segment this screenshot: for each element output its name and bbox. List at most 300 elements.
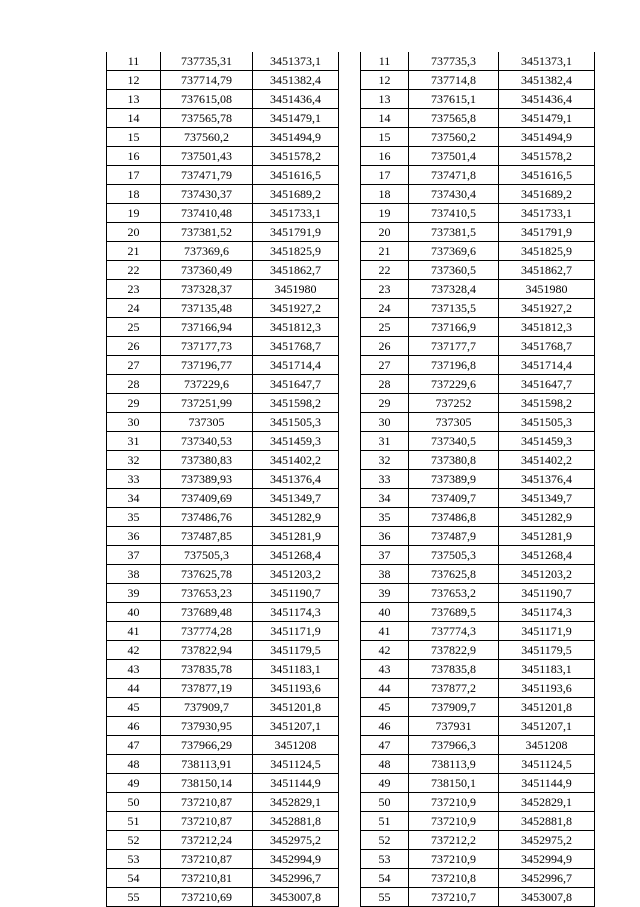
right-x-coordinate-cell: 737430,4 [409, 185, 499, 204]
right-point-number-cell: 25 [361, 318, 409, 337]
left-y-coordinate-cell: 3451203,2 [253, 565, 339, 584]
right-point-number-cell: 44 [361, 679, 409, 698]
left-x-coordinate-cell: 737930,95 [161, 717, 253, 736]
table-row [107, 546, 595, 565]
table-row [107, 109, 595, 128]
column-gap [339, 831, 361, 850]
left-x-coordinate-cell: 737877,19 [161, 679, 253, 698]
column-gap [339, 660, 361, 679]
right-point-number-cell: 51 [361, 812, 409, 831]
right-point-number-cell: 14 [361, 109, 409, 128]
right-x-coordinate-cell: 737210,9 [409, 850, 499, 869]
right-point-number-cell: 16 [361, 147, 409, 166]
table-row [107, 850, 595, 869]
right-point-number-cell: 18 [361, 185, 409, 204]
left-y-coordinate-cell: 3451768,7 [253, 337, 339, 356]
left-y-coordinate-cell: 3451927,2 [253, 299, 339, 318]
right-y-coordinate-cell: 3451791,9 [499, 223, 595, 242]
right-point-number-cell: 32 [361, 451, 409, 470]
right-x-coordinate-cell: 737212,2 [409, 831, 499, 850]
right-x-coordinate-cell: 737369,6 [409, 242, 499, 261]
left-point-number-cell: 35 [107, 508, 161, 527]
column-gap [339, 318, 361, 337]
column-gap [339, 584, 361, 603]
right-y-coordinate-cell: 3451208 [499, 736, 595, 755]
column-gap [339, 261, 361, 280]
right-x-coordinate-cell: 737229,6 [409, 375, 499, 394]
right-y-coordinate-cell: 3451171,9 [499, 622, 595, 641]
table-row [107, 375, 595, 394]
right-y-coordinate-cell: 3451647,7 [499, 375, 595, 394]
table-row [107, 299, 595, 318]
left-x-coordinate-cell: 737625,78 [161, 565, 253, 584]
coordinates-table [106, 52, 595, 907]
table-row [107, 831, 595, 850]
right-point-number-cell: 28 [361, 375, 409, 394]
right-point-number-cell: 11 [361, 52, 409, 71]
right-y-coordinate-cell: 3451733,1 [499, 204, 595, 223]
table-row [107, 242, 595, 261]
left-y-coordinate-cell: 3451208 [253, 736, 339, 755]
column-gap [339, 470, 361, 489]
column-gap [339, 641, 361, 660]
right-y-coordinate-cell: 3451689,2 [499, 185, 595, 204]
left-y-coordinate-cell: 3451598,2 [253, 394, 339, 413]
right-x-coordinate-cell: 737210,9 [409, 793, 499, 812]
left-x-coordinate-cell: 737471,79 [161, 166, 253, 185]
right-x-coordinate-cell: 737381,5 [409, 223, 499, 242]
right-point-number-cell: 47 [361, 736, 409, 755]
right-x-coordinate-cell: 737487,9 [409, 527, 499, 546]
column-gap [339, 736, 361, 755]
right-x-coordinate-cell: 737252 [409, 394, 499, 413]
table-row [107, 280, 595, 299]
right-point-number-cell: 38 [361, 565, 409, 584]
left-point-number-cell: 14 [107, 109, 161, 128]
table-row [107, 755, 595, 774]
right-x-coordinate-cell: 737505,3 [409, 546, 499, 565]
left-x-coordinate-cell: 737689,48 [161, 603, 253, 622]
right-x-coordinate-cell: 737714,8 [409, 71, 499, 90]
right-point-number-cell: 26 [361, 337, 409, 356]
right-y-coordinate-cell: 3451193,6 [499, 679, 595, 698]
left-point-number-cell: 23 [107, 280, 161, 299]
table-row [107, 584, 595, 603]
right-y-coordinate-cell: 3451825,9 [499, 242, 595, 261]
column-gap [339, 337, 361, 356]
column-gap [339, 356, 361, 375]
right-y-coordinate-cell: 3451144,9 [499, 774, 595, 793]
table-row [107, 356, 595, 375]
left-x-coordinate-cell: 737328,37 [161, 280, 253, 299]
column-gap [339, 755, 361, 774]
left-y-coordinate-cell: 3452994,9 [253, 850, 339, 869]
left-y-coordinate-cell: 3451349,7 [253, 489, 339, 508]
right-point-number-cell: 33 [361, 470, 409, 489]
left-y-coordinate-cell: 3451494,9 [253, 128, 339, 147]
left-point-number-cell: 31 [107, 432, 161, 451]
table-row [107, 147, 595, 166]
left-y-coordinate-cell: 3451207,1 [253, 717, 339, 736]
column-gap [339, 489, 361, 508]
right-x-coordinate-cell: 737909,7 [409, 698, 499, 717]
right-point-number-cell: 39 [361, 584, 409, 603]
left-y-coordinate-cell: 3452996,7 [253, 869, 339, 888]
right-point-number-cell: 29 [361, 394, 409, 413]
right-x-coordinate-cell: 738150,1 [409, 774, 499, 793]
column-gap [339, 166, 361, 185]
table-row [107, 432, 595, 451]
column-gap [339, 299, 361, 318]
left-x-coordinate-cell: 737653,23 [161, 584, 253, 603]
right-y-coordinate-cell: 3453007,8 [499, 888, 595, 907]
table-row [107, 185, 595, 204]
left-x-coordinate-cell: 737210,69 [161, 888, 253, 907]
left-y-coordinate-cell: 3451174,3 [253, 603, 339, 622]
right-point-number-cell: 41 [361, 622, 409, 641]
right-x-coordinate-cell: 737501,4 [409, 147, 499, 166]
right-x-coordinate-cell: 737877,2 [409, 679, 499, 698]
table-row [107, 71, 595, 90]
table-row [107, 413, 595, 432]
table-row [107, 261, 595, 280]
left-point-number-cell: 37 [107, 546, 161, 565]
right-y-coordinate-cell: 3451183,1 [499, 660, 595, 679]
right-point-number-cell: 48 [361, 755, 409, 774]
right-y-coordinate-cell: 3451927,2 [499, 299, 595, 318]
left-x-coordinate-cell: 737210,81 [161, 869, 253, 888]
table-row [107, 318, 595, 337]
right-point-number-cell: 37 [361, 546, 409, 565]
left-point-number-cell: 38 [107, 565, 161, 584]
right-point-number-cell: 13 [361, 90, 409, 109]
left-y-coordinate-cell: 3453007,8 [253, 888, 339, 907]
left-point-number-cell: 27 [107, 356, 161, 375]
right-x-coordinate-cell: 737177,7 [409, 337, 499, 356]
left-point-number-cell: 36 [107, 527, 161, 546]
left-y-coordinate-cell: 3451479,1 [253, 109, 339, 128]
right-point-number-cell: 42 [361, 641, 409, 660]
table-row [107, 52, 595, 71]
right-x-coordinate-cell: 737360,5 [409, 261, 499, 280]
left-point-number-cell: 39 [107, 584, 161, 603]
table-row [107, 641, 595, 660]
table-row [107, 774, 595, 793]
left-point-number-cell: 55 [107, 888, 161, 907]
right-point-number-cell: 49 [361, 774, 409, 793]
right-y-coordinate-cell: 3451980 [499, 280, 595, 299]
left-x-coordinate-cell: 737166,94 [161, 318, 253, 337]
right-y-coordinate-cell: 3451203,2 [499, 565, 595, 584]
right-point-number-cell: 20 [361, 223, 409, 242]
left-x-coordinate-cell: 737251,99 [161, 394, 253, 413]
left-x-coordinate-cell: 738150,14 [161, 774, 253, 793]
right-x-coordinate-cell: 737410,5 [409, 204, 499, 223]
left-y-coordinate-cell: 3451505,3 [253, 413, 339, 432]
left-y-coordinate-cell: 3451647,7 [253, 375, 339, 394]
left-point-number-cell: 16 [107, 147, 161, 166]
right-y-coordinate-cell: 3451382,4 [499, 71, 595, 90]
left-point-number-cell: 15 [107, 128, 161, 147]
right-x-coordinate-cell: 737822,9 [409, 641, 499, 660]
column-gap [339, 242, 361, 261]
table-row [107, 565, 595, 584]
table-row [107, 204, 595, 223]
left-y-coordinate-cell: 3451144,9 [253, 774, 339, 793]
left-x-coordinate-cell: 737966,29 [161, 736, 253, 755]
left-y-coordinate-cell: 3451812,3 [253, 318, 339, 337]
left-point-number-cell: 22 [107, 261, 161, 280]
left-y-coordinate-cell: 3451373,1 [253, 52, 339, 71]
column-gap [339, 147, 361, 166]
left-y-coordinate-cell: 3451689,2 [253, 185, 339, 204]
table-row [107, 527, 595, 546]
column-gap [339, 527, 361, 546]
left-y-coordinate-cell: 3451402,2 [253, 451, 339, 470]
left-y-coordinate-cell: 3451124,5 [253, 755, 339, 774]
table-row [107, 717, 595, 736]
column-gap [339, 185, 361, 204]
left-x-coordinate-cell: 737560,2 [161, 128, 253, 147]
left-x-coordinate-cell: 737340,53 [161, 432, 253, 451]
right-y-coordinate-cell: 3451207,1 [499, 717, 595, 736]
left-y-coordinate-cell: 3451171,9 [253, 622, 339, 641]
left-y-coordinate-cell: 3451179,5 [253, 641, 339, 660]
left-y-coordinate-cell: 3452881,8 [253, 812, 339, 831]
left-point-number-cell: 17 [107, 166, 161, 185]
right-point-number-cell: 52 [361, 831, 409, 850]
right-point-number-cell: 24 [361, 299, 409, 318]
column-gap [339, 90, 361, 109]
left-point-number-cell: 51 [107, 812, 161, 831]
right-point-number-cell: 36 [361, 527, 409, 546]
right-x-coordinate-cell: 737689,5 [409, 603, 499, 622]
right-y-coordinate-cell: 3451479,1 [499, 109, 595, 128]
right-x-coordinate-cell: 737305 [409, 413, 499, 432]
table-row [107, 812, 595, 831]
left-y-coordinate-cell: 3451190,7 [253, 584, 339, 603]
right-y-coordinate-cell: 3451459,3 [499, 432, 595, 451]
right-y-coordinate-cell: 3451201,8 [499, 698, 595, 717]
left-point-number-cell: 52 [107, 831, 161, 850]
right-point-number-cell: 40 [361, 603, 409, 622]
right-y-coordinate-cell: 3451616,5 [499, 166, 595, 185]
left-point-number-cell: 33 [107, 470, 161, 489]
right-x-coordinate-cell: 737380,8 [409, 451, 499, 470]
left-point-number-cell: 54 [107, 869, 161, 888]
left-point-number-cell: 19 [107, 204, 161, 223]
table-row [107, 166, 595, 185]
left-y-coordinate-cell: 3451714,4 [253, 356, 339, 375]
left-point-number-cell: 25 [107, 318, 161, 337]
left-x-coordinate-cell: 737210,87 [161, 812, 253, 831]
right-y-coordinate-cell: 3451268,4 [499, 546, 595, 565]
column-gap [339, 432, 361, 451]
table-row [107, 128, 595, 147]
left-y-coordinate-cell: 3451616,5 [253, 166, 339, 185]
right-y-coordinate-cell: 3451578,2 [499, 147, 595, 166]
left-x-coordinate-cell: 737177,73 [161, 337, 253, 356]
left-point-number-cell: 49 [107, 774, 161, 793]
right-x-coordinate-cell: 737166,9 [409, 318, 499, 337]
left-y-coordinate-cell: 3451436,4 [253, 90, 339, 109]
table-row [107, 736, 595, 755]
table-row [107, 337, 595, 356]
left-x-coordinate-cell: 738113,91 [161, 755, 253, 774]
right-point-number-cell: 34 [361, 489, 409, 508]
right-point-number-cell: 22 [361, 261, 409, 280]
table-row [107, 698, 595, 717]
left-y-coordinate-cell: 3452975,2 [253, 831, 339, 850]
left-x-coordinate-cell: 737305 [161, 413, 253, 432]
right-y-coordinate-cell: 3451373,1 [499, 52, 595, 71]
right-x-coordinate-cell: 737966,3 [409, 736, 499, 755]
column-gap [339, 451, 361, 470]
left-y-coordinate-cell: 3451825,9 [253, 242, 339, 261]
right-point-number-cell: 46 [361, 717, 409, 736]
column-gap [339, 812, 361, 831]
table-row [107, 223, 595, 242]
left-point-number-cell: 21 [107, 242, 161, 261]
right-x-coordinate-cell: 737389,9 [409, 470, 499, 489]
left-point-number-cell: 43 [107, 660, 161, 679]
right-y-coordinate-cell: 3451281,9 [499, 527, 595, 546]
column-gap [339, 869, 361, 888]
right-x-coordinate-cell: 737486,8 [409, 508, 499, 527]
right-point-number-cell: 21 [361, 242, 409, 261]
column-gap [339, 375, 361, 394]
column-gap [339, 717, 361, 736]
right-x-coordinate-cell: 737735,3 [409, 52, 499, 71]
left-x-coordinate-cell: 737210,87 [161, 793, 253, 812]
left-y-coordinate-cell: 3451193,6 [253, 679, 339, 698]
left-x-coordinate-cell: 737380,83 [161, 451, 253, 470]
left-x-coordinate-cell: 737615,08 [161, 90, 253, 109]
column-gap [339, 679, 361, 698]
table-row [107, 489, 595, 508]
left-x-coordinate-cell: 737505,3 [161, 546, 253, 565]
left-y-coordinate-cell: 3451382,4 [253, 71, 339, 90]
left-y-coordinate-cell: 3452829,1 [253, 793, 339, 812]
column-gap [339, 109, 361, 128]
column-gap [339, 774, 361, 793]
right-y-coordinate-cell: 3451376,4 [499, 470, 595, 489]
right-x-coordinate-cell: 737340,5 [409, 432, 499, 451]
column-gap [339, 508, 361, 527]
right-point-number-cell: 23 [361, 280, 409, 299]
left-x-coordinate-cell: 737409,69 [161, 489, 253, 508]
right-y-coordinate-cell: 3451598,2 [499, 394, 595, 413]
left-y-coordinate-cell: 3451980 [253, 280, 339, 299]
left-point-number-cell: 41 [107, 622, 161, 641]
left-x-coordinate-cell: 737487,85 [161, 527, 253, 546]
left-point-number-cell: 53 [107, 850, 161, 869]
right-y-coordinate-cell: 3451174,3 [499, 603, 595, 622]
table-row [107, 90, 595, 109]
right-y-coordinate-cell: 3451494,9 [499, 128, 595, 147]
table-row [107, 451, 595, 470]
left-y-coordinate-cell: 3451733,1 [253, 204, 339, 223]
right-x-coordinate-cell: 737196,8 [409, 356, 499, 375]
left-x-coordinate-cell: 737835,78 [161, 660, 253, 679]
column-gap [339, 204, 361, 223]
left-x-coordinate-cell: 737565,78 [161, 109, 253, 128]
left-point-number-cell: 29 [107, 394, 161, 413]
left-point-number-cell: 50 [107, 793, 161, 812]
left-y-coordinate-cell: 3451183,1 [253, 660, 339, 679]
right-point-number-cell: 12 [361, 71, 409, 90]
column-gap [339, 71, 361, 90]
right-x-coordinate-cell: 737931 [409, 717, 499, 736]
column-gap [339, 394, 361, 413]
left-y-coordinate-cell: 3451201,8 [253, 698, 339, 717]
right-x-coordinate-cell: 737210,7 [409, 888, 499, 907]
left-x-coordinate-cell: 737774,28 [161, 622, 253, 641]
left-point-number-cell: 26 [107, 337, 161, 356]
left-x-coordinate-cell: 737909,7 [161, 698, 253, 717]
right-x-coordinate-cell: 737653,2 [409, 584, 499, 603]
right-point-number-cell: 17 [361, 166, 409, 185]
left-x-coordinate-cell: 737369,6 [161, 242, 253, 261]
table-row [107, 888, 595, 907]
right-point-number-cell: 43 [361, 660, 409, 679]
left-x-coordinate-cell: 737501,43 [161, 147, 253, 166]
right-point-number-cell: 54 [361, 869, 409, 888]
left-point-number-cell: 11 [107, 52, 161, 71]
table-row [107, 508, 595, 527]
left-point-number-cell: 34 [107, 489, 161, 508]
right-y-coordinate-cell: 3451768,7 [499, 337, 595, 356]
left-y-coordinate-cell: 3451578,2 [253, 147, 339, 166]
left-y-coordinate-cell: 3451791,9 [253, 223, 339, 242]
right-point-number-cell: 45 [361, 698, 409, 717]
right-point-number-cell: 19 [361, 204, 409, 223]
right-x-coordinate-cell: 737774,3 [409, 622, 499, 641]
left-x-coordinate-cell: 737430,37 [161, 185, 253, 204]
table-row [107, 660, 595, 679]
column-gap [339, 413, 361, 432]
right-y-coordinate-cell: 3451862,7 [499, 261, 595, 280]
right-point-number-cell: 55 [361, 888, 409, 907]
column-gap [339, 128, 361, 147]
column-gap [339, 52, 361, 71]
left-x-coordinate-cell: 737212,24 [161, 831, 253, 850]
left-x-coordinate-cell: 737196,77 [161, 356, 253, 375]
right-x-coordinate-cell: 738113,9 [409, 755, 499, 774]
right-x-coordinate-cell: 737210,9 [409, 812, 499, 831]
right-y-coordinate-cell: 3452975,2 [499, 831, 595, 850]
column-gap [339, 888, 361, 907]
table-row [107, 869, 595, 888]
right-y-coordinate-cell: 3452829,1 [499, 793, 595, 812]
left-x-coordinate-cell: 737229,6 [161, 375, 253, 394]
column-gap [339, 793, 361, 812]
left-point-number-cell: 30 [107, 413, 161, 432]
right-x-coordinate-cell: 737328,4 [409, 280, 499, 299]
right-y-coordinate-cell: 3452881,8 [499, 812, 595, 831]
left-point-number-cell: 40 [107, 603, 161, 622]
right-x-coordinate-cell: 737615,1 [409, 90, 499, 109]
left-y-coordinate-cell: 3451268,4 [253, 546, 339, 565]
left-x-coordinate-cell: 737210,87 [161, 850, 253, 869]
left-x-coordinate-cell: 737360,49 [161, 261, 253, 280]
left-point-number-cell: 24 [107, 299, 161, 318]
right-point-number-cell: 27 [361, 356, 409, 375]
right-x-coordinate-cell: 737565,8 [409, 109, 499, 128]
right-point-number-cell: 50 [361, 793, 409, 812]
table-row [107, 679, 595, 698]
left-point-number-cell: 32 [107, 451, 161, 470]
